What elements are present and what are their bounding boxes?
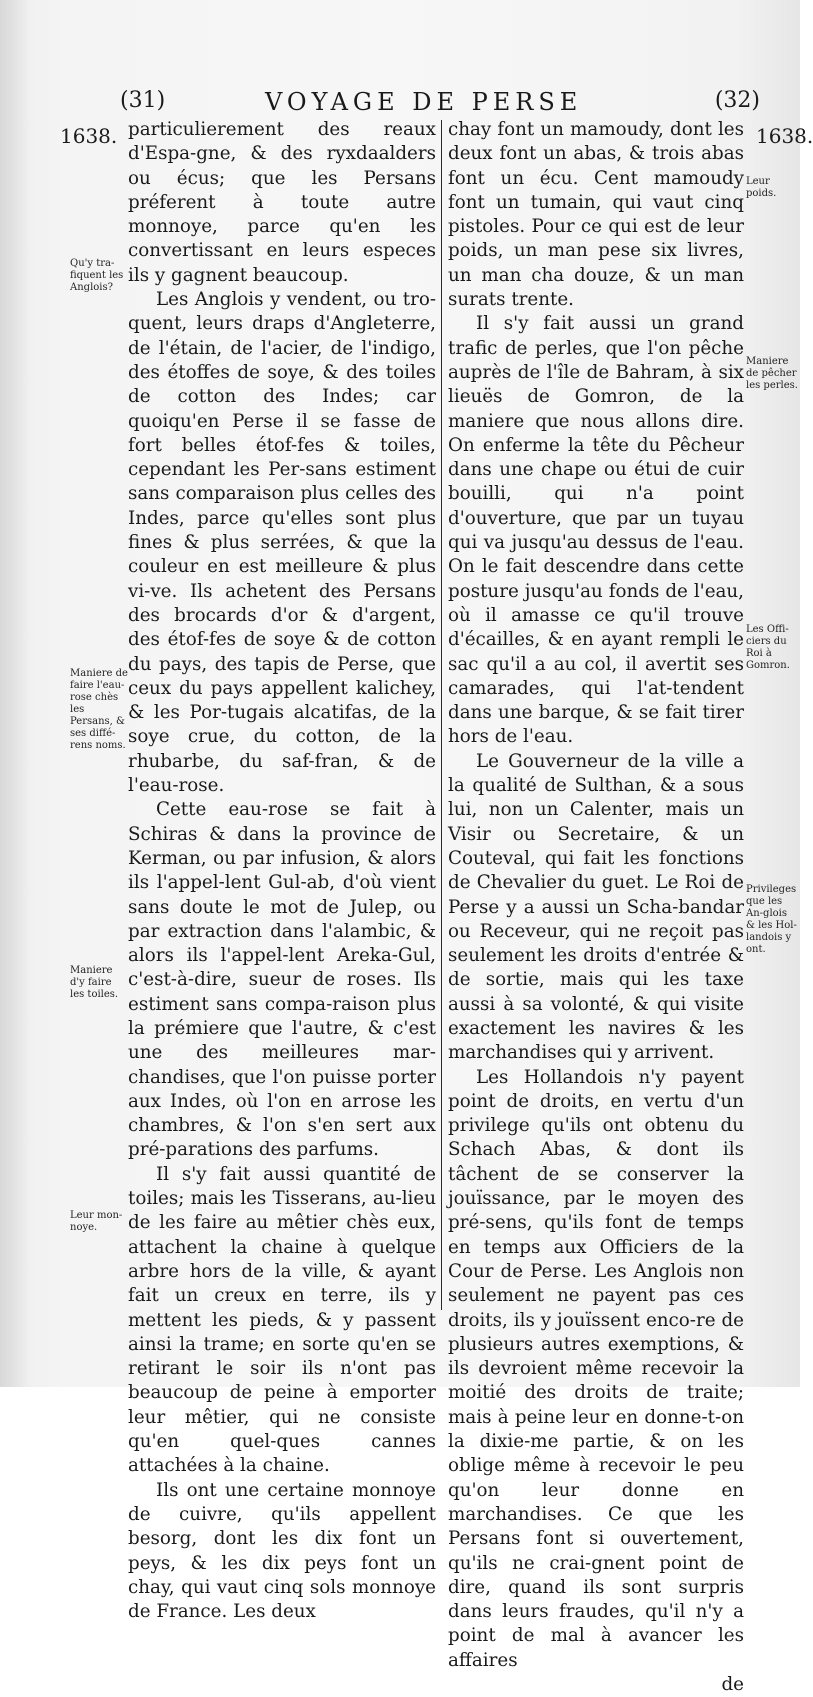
- year-left: 1638.: [60, 124, 118, 148]
- margin-note-right: Les Offi-ciers du Roi à Gomron.: [746, 624, 790, 671]
- margin-note-right: Maniere de pêcher les perles.: [746, 356, 798, 391]
- year-right: 1638.: [756, 124, 813, 148]
- left-column: [128, 118, 436, 1624]
- page-number-left: (31): [120, 88, 166, 113]
- left-paragraph: Il s'y fait aussi quantité de toiles; mais les Tisserans, au-lieu de les faire au mêtier chès eux, attachent la chaine à quelque arbre hors de la ville, & ayant fait un creux en terre, ils y mettent les pieds, & y passent ainsi la trame; en sorte qu'en se retirant le soir ils n'ont pas beaucoup de peine à emporter leur mêtier, qui ne consiste qu'en quel-ques cannes attachées à la chaine.: [128, 1163, 436, 1477]
- margin-note-right: Privileges que les An-glois & les Hol-landois y ont.: [746, 884, 797, 955]
- page-number-right: (32): [714, 88, 760, 113]
- right-paragraph: Les Hollandois n'y payent point de droits, en vertu d'un privilege qu'ils ont obtenu du Schach Abas, & dont ils tâchent de se conserver la jouïssance, par le moyen des pré-sens, qu'ils font de temps en temps aux Officiers de la Cour de Perse. Les Anglois non seulement ne payent pas ces droits, ils y jouïssent enco-re de plusieurs autres exemptions, & ils devroient même recevoir la moitié des droits de traite; mais à peine leur en donne-t-on la dixie-me partie, & on les oblige même à recevoir le peu qu'on leur donne en marchandises. Ce que les Persans font si ouvertement, qu'ils ne crai-gnent point de dire, quand ils sont surpris dans leurs fraudes, qu'il n'y a point de mal à avancer les affaires: [448, 1066, 744, 1671]
- right-column: [448, 118, 744, 1697]
- left-paragraph: Ils ont une certaine monnoye de cuivre, qu'ils appellent besorg, dont les dix font un peys, & les dix peys font un chay, qui vaut cinq sols monnoye de France. Les deux: [128, 1479, 436, 1623]
- left-paragraph: particulierement des reaux d'Espa-gne, & des ryxdaalders ou écus; que les Persans préferent à toute autre monnoye, parce qu'en les convertissant en leurs especes ils y gagnent beaucoup.: [128, 119, 436, 286]
- column-divider: [441, 120, 442, 1310]
- margin-note-right: Leur poids.: [746, 176, 777, 199]
- right-paragraph: chay font un mamoudy, dont les deux font un abas, & trois abas font un écu. Cent mamoudy font un tumain, qui vaut cinq pistoles. Pour ce qui est de leur poids, un man pese six livres, un man cha douze, & un man surats trente.: [448, 119, 744, 311]
- running-title: VOYAGE DE PERSE: [265, 88, 583, 116]
- left-paragraph: Cette eau-rose se fait à Schiras & dans la province de Kerman, ou par infusion, & alors ils l'appel-lent Gul-ab, d'où vient sans doute le mot de Julep, ou par extraction dans l'alambic, & alors ils l'appel-lent Areka-Gul, c'est-à-dire, sueur de roses. Ils estiment sans compa-raison plus la prémiere que l'autre, & c'est une des meilleures mar-chandises, que l'on puisse porter aux Indes, où l'on en arrose les chambres, & l'on s'en sert aux pré-parations des parfums.: [128, 799, 436, 1161]
- catchword: de: [721, 1674, 744, 1695]
- margin-note-left: Maniere d'y faire les toiles.: [70, 965, 119, 1000]
- margin-note-left: Qu'y tra-fiquent les Anglois?: [70, 258, 124, 293]
- right-paragraph: Il s'y fait aussi un grand trafic de perles, que l'on pêche auprès de l'île de Bahram, à six lieuës de Gomron, de la maniere que nous allons dire. On enferme la tête du Pêcheur dans une chape ou étui de cuir bouilli, qui n'a point d'ouverture, que par un tuyau qui va jusqu'au dessus de l'eau. On le fait descendre dans cette posture jusqu'au fonds de l'eau, où il amasse ce qu'il trouve d'écailles, & en ayant rempli le sac qu'il a au col, il avertit ses camarades, qui l'at-tendent dans une barque, & se fait tirer hors de l'eau.: [448, 313, 744, 748]
- left-paragraph: Les Anglois y vendent, ou tro-quent, leurs draps d'Angleterre, de l'étain, de l'acier, de l'indigo, des étoffes de soye, & des toiles de cotton des Indes; car quoiqu'en Perse il se fasse de fort belles étof-fes & toiles, cependant les Per-sans estiment sans comparaison plus celles des Indes, parce qu'elles sont plus fines & plus serrées, & que la couleur en est meilleure & plus vi-ve. Ils achetent des Persans des brocards d'or & d'argent, des étof-fes de soye & de cotton du pays, des tapis de Perse, que ceux du pays appellent kalichey, & les Por-tugais alcatifas, de la soye crue, du cotton, de la rhubarbe, du saf-fran, & de l'eau-rose.: [128, 289, 436, 797]
- right-paragraph: Le Gouverneur de la ville a la qualité de Sulthan, & a sous lui, non un Calenter, mais un Visir ou Secretaire, & un Couteval, qui fait les fonctions de Chevalier du guet. Le Roi de Perse y a aussi un Scha-bandar ou Receveur, qui ne reçoit pas seulement les droits d'entrée & de sortie, mais qui les taxe aussi à sa volonté, & qui visite exactement les navires & les marchandises qui y arrivent.: [448, 750, 744, 1064]
- margin-note-left: Maniere de faire l'eau-rose chès les Persans, & ses diffé-rens noms.: [70, 668, 128, 751]
- running-header: [120, 88, 760, 120]
- margin-note-left: Leur mon-noye.: [70, 1210, 123, 1233]
